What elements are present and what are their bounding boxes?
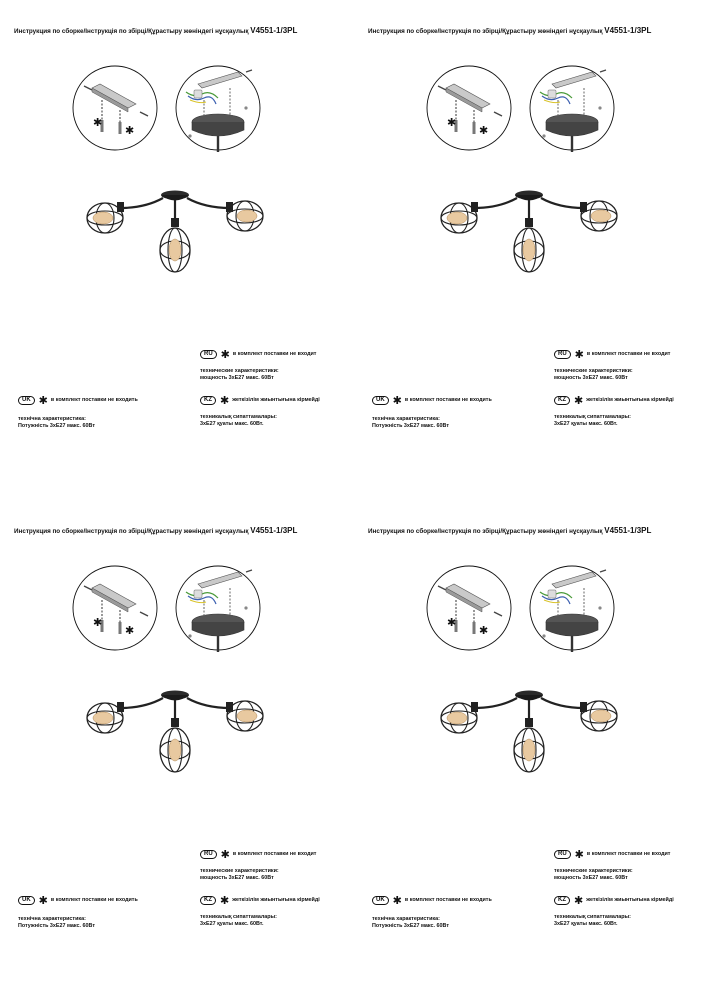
star-icon: ✱ <box>392 895 402 907</box>
model-number: V4551-1/3PL <box>604 526 652 535</box>
chandelier-drawing <box>75 180 275 280</box>
uk-not-included: в комплект поставки не входить <box>50 397 138 403</box>
chandelier-drawing <box>75 680 275 780</box>
title-text: Инструкция по сборке/Інструкція по збірці/Құрастыру жөніндегі нұсқаулық <box>14 528 251 535</box>
instruction-title <box>368 26 707 35</box>
ru-not-included-row <box>554 350 670 359</box>
kz-badge: KZ <box>200 896 216 905</box>
mark-star-1: ✱ <box>447 617 457 629</box>
left-shade <box>441 202 478 233</box>
mark-star-1: ✱ <box>447 117 457 129</box>
ru-spec-value: мощность 3xE27 макс. 60Вт <box>554 875 628 881</box>
kz-not-included-row <box>200 896 320 905</box>
kz-not-included-row <box>554 896 674 905</box>
kz-badge: KZ <box>554 396 570 405</box>
instruction-sheet-1 <box>0 0 353 500</box>
ru-not-included: в комплект поставки не входит <box>586 851 671 857</box>
ru-not-included-row <box>200 850 316 859</box>
uk-not-included: в комплект поставки не входить <box>404 397 492 403</box>
wiring-diagram <box>530 66 614 152</box>
kz-spec <box>554 914 631 928</box>
assembly-diagrams <box>424 560 624 660</box>
mark-star-1: ✱ <box>93 617 103 629</box>
kz-badge: KZ <box>554 896 570 905</box>
assembly-diagrams <box>70 560 270 660</box>
model-number: V4551-1/3PL <box>250 526 298 535</box>
star-icon: ✱ <box>574 395 584 407</box>
mark-star-2: ✱ <box>479 625 489 637</box>
uk-badge: UK <box>372 896 389 905</box>
title-text: Инструкция по сборке/Інструкція по збірці/Құрастыру жөніндегі нұсқаулық <box>368 528 605 535</box>
uk-not-included-row <box>372 396 492 405</box>
chandelier-drawing <box>429 680 629 780</box>
mark-star-2: ✱ <box>125 625 135 637</box>
ru-spec-title: технические характеристики: <box>200 868 279 874</box>
bracket-diagram <box>73 566 157 650</box>
kz-spec-value: 3xE27 қуаты макс. 60Вт. <box>554 921 618 927</box>
assembly-diagrams <box>70 60 270 160</box>
bracket-diagram <box>427 566 511 650</box>
kz-not-included: жеткізілім жиынтығына кірмейді <box>586 397 674 403</box>
uk-spec-value: Потужність 3xE27 макс. 60Вт <box>372 923 449 929</box>
ru-badge: RU <box>554 350 571 359</box>
uk-spec-title: технічна характеристика: <box>372 916 440 922</box>
uk-not-included-row <box>18 396 138 405</box>
mark-star-2: ✱ <box>125 125 135 137</box>
ru-spec <box>200 368 279 382</box>
wiring-diagram <box>530 566 614 652</box>
ru-spec <box>554 868 633 882</box>
wiring-diagram <box>176 566 260 652</box>
kz-badge: KZ <box>200 396 216 405</box>
right-shade <box>580 201 617 231</box>
title-text: Инструкция по сборке/Інструкція по збірці/Құрастыру жөніндегі нұсқаулық <box>368 28 605 35</box>
ru-spec <box>200 868 279 882</box>
uk-spec <box>372 416 449 430</box>
right-shade <box>580 701 617 731</box>
uk-badge: UK <box>18 396 35 405</box>
kz-spec-title: техникалық сипаттамалары: <box>200 914 277 920</box>
left-shade <box>441 702 478 733</box>
model-number: V4551-1/3PL <box>250 26 298 35</box>
uk-spec-title: технічна характеристика: <box>18 916 86 922</box>
star-icon: ✱ <box>392 395 402 407</box>
ru-spec-value: мощность 3xE27 макс. 60Вт <box>554 375 628 381</box>
kz-not-included-row <box>200 396 320 405</box>
ru-not-included: в комплект поставки не входит <box>232 851 317 857</box>
star-icon: ✱ <box>220 395 230 407</box>
kz-not-included-row <box>554 396 674 405</box>
right-shade <box>226 701 263 731</box>
ru-spec-title: технические характеристики: <box>554 368 633 374</box>
kz-spec-value: 3xE27 қуаты макс. 60Вт. <box>554 421 618 427</box>
ru-not-included: в комплект поставки не входит <box>232 351 317 357</box>
uk-spec-value: Потужність 3xE27 макс. 60Вт <box>372 423 449 429</box>
assembly-diagrams <box>424 60 624 160</box>
ru-not-included-row <box>200 350 316 359</box>
left-shade <box>87 202 124 233</box>
star-icon: ✱ <box>574 849 584 861</box>
mark-star-2: ✱ <box>479 125 489 137</box>
kz-spec <box>200 914 277 928</box>
instruction-title <box>14 526 353 535</box>
kz-spec-value: 3xE27 қуаты макс. 60Вт. <box>200 921 264 927</box>
uk-badge: UK <box>18 896 35 905</box>
center-shade <box>160 218 190 272</box>
instruction-title <box>14 26 353 35</box>
center-shade <box>514 218 544 272</box>
instruction-sheet-4 <box>354 500 707 1000</box>
ru-spec-title: технические характеристики: <box>200 368 279 374</box>
right-shade <box>226 201 263 231</box>
kz-spec-title: техникалық сипаттамалары: <box>554 414 631 420</box>
wiring-diagram <box>176 66 260 152</box>
left-shade <box>87 702 124 733</box>
kz-spec <box>554 414 631 428</box>
kz-spec <box>200 414 277 428</box>
instruction-sheet-3 <box>0 500 353 1000</box>
mark-star-1: ✱ <box>93 117 103 129</box>
ru-spec-title: технические характеристики: <box>554 868 633 874</box>
star-icon: ✱ <box>38 395 48 407</box>
uk-not-included: в комплект поставки не входить <box>50 897 138 903</box>
chandelier-drawing <box>429 180 629 280</box>
star-icon: ✱ <box>574 895 584 907</box>
ru-spec-value: мощность 3xE27 макс. 60Вт <box>200 375 274 381</box>
uk-spec-title: технічна характеристика: <box>18 416 86 422</box>
kz-spec-title: техникалық сипаттамалары: <box>554 914 631 920</box>
star-icon: ✱ <box>220 895 230 907</box>
bracket-diagram <box>73 66 157 150</box>
uk-not-included: в комплект поставки не входить <box>404 897 492 903</box>
uk-spec <box>18 916 95 930</box>
star-icon: ✱ <box>38 895 48 907</box>
star-icon: ✱ <box>574 349 584 361</box>
uk-badge: UK <box>372 396 389 405</box>
ru-badge: RU <box>200 350 217 359</box>
star-icon: ✱ <box>220 349 230 361</box>
uk-not-included-row <box>18 896 138 905</box>
title-text: Инструкция по сборке/Інструкція по збірці/Құрастыру жөніндегі нұсқаулық <box>14 28 251 35</box>
kz-spec-title: техникалық сипаттамалары: <box>200 414 277 420</box>
kz-spec-value: 3xE27 қуаты макс. 60Вт. <box>200 421 264 427</box>
star-icon: ✱ <box>220 849 230 861</box>
kz-not-included: жеткізілім жиынтығына кірмейді <box>232 897 320 903</box>
ru-spec-value: мощность 3xE27 макс. 60Вт <box>200 875 274 881</box>
uk-spec-value: Потужність 3xE27 макс. 60Вт <box>18 423 95 429</box>
model-number: V4551-1/3PL <box>604 26 652 35</box>
kz-not-included: жеткізілім жиынтығына кірмейді <box>586 897 674 903</box>
center-shade <box>160 718 190 772</box>
ru-spec <box>554 368 633 382</box>
bracket-diagram <box>427 66 511 150</box>
uk-spec <box>18 416 95 430</box>
ru-badge: RU <box>554 850 571 859</box>
uk-spec <box>372 916 449 930</box>
uk-spec-title: технічна характеристика: <box>372 416 440 422</box>
instruction-title <box>368 526 707 535</box>
kz-not-included: жеткізілім жиынтығына кірмейді <box>232 397 320 403</box>
ru-not-included-row <box>554 850 670 859</box>
center-shade <box>514 718 544 772</box>
uk-not-included-row <box>372 896 492 905</box>
uk-spec-value: Потужність 3xE27 макс. 60Вт <box>18 923 95 929</box>
ru-badge: RU <box>200 850 217 859</box>
ru-not-included: в комплект поставки не входит <box>586 351 671 357</box>
instruction-sheet-2 <box>354 0 707 500</box>
